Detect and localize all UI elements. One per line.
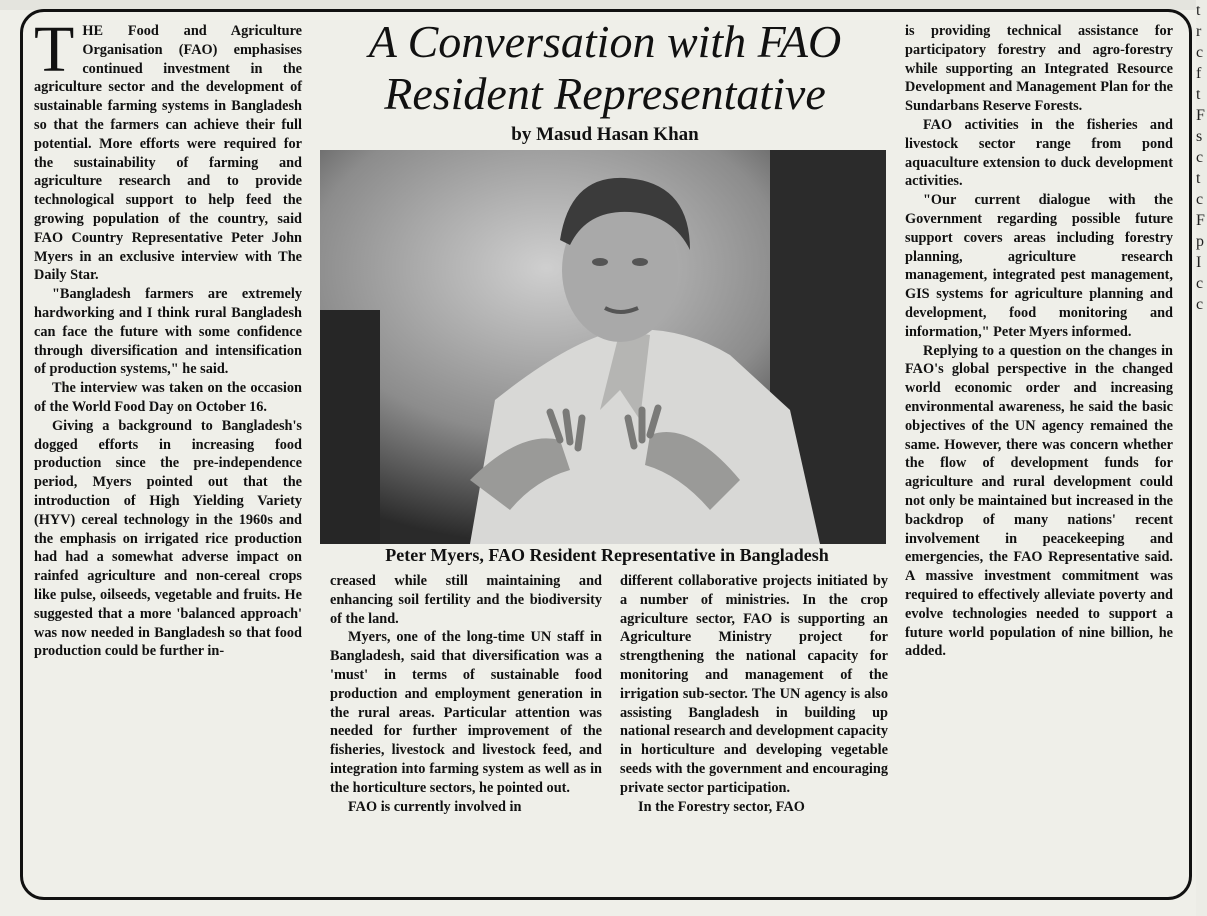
headline-line-2: Resident Representative	[384, 68, 826, 119]
photo-caption: Peter Myers, FAO Resident Representative in Bangladesh	[385, 545, 829, 565]
photo-illustration	[320, 150, 886, 544]
paragraph: Myers, one of the long-time UN staff in Bangladesh, said that diversification was a 'must' in terms of sustainable food production and employment generation in the rural areas. Particular attention was needed for further improvement of the fisheries, livestock and livestock feed, and integration into farming system as well as in the horticulture sectors, he pointed out.	[330, 629, 602, 796]
article-column-2	[330, 572, 602, 816]
paragraph: The interview was taken on the occasion of the World Food Day on October 16.	[34, 380, 302, 415]
paragraph: creased while still maintaining and enhancing soil fertility and the biodiversity of the land.	[330, 573, 602, 627]
paragraph: "Our current dialogue with the Government regarding possible future support covers areas including forestry planning, agriculture research management, integrated pest management, GIS systems for agriculture planning and development, food monitoring and information," Peter Myers informed.	[905, 192, 1173, 340]
paragraph: HE Food and Agriculture Organisation (FAO) emphasises continued investment in the agriculture sector and the development of sustainable farming systems in Bangladesh so that the farmers can achieve their full potential. More efforts were required for the sustainability of farming and agriculture research and to provide technological support to help feed the growing population of the country, said FAO Country Representative Peter John Myers in an exclusive interview with The Daily Star.	[34, 23, 302, 284]
article-column-3	[620, 572, 888, 816]
headline-line-1: A Conversation with FAO	[368, 16, 842, 67]
byline: by Masud Hasan Khan	[511, 124, 699, 145]
article-column-1	[34, 13, 302, 661]
paragraph: "Bangladesh farmers are extremely hardworking and I think rural Bangladesh can face the future with some confidence through diversification and intensification of production systems," he said.	[34, 286, 302, 378]
headline	[318, 16, 892, 120]
paragraph: FAO is currently involved in	[348, 798, 522, 815]
article-column-4	[905, 22, 1173, 661]
paragraph: FAO activities in the fisheries and livestock sector range from pond aquaculture extension to duck development activities.	[905, 116, 1173, 190]
paragraph: Replying to a question on the changes in FAO's global perspective in the changed world economic order and increasing environmental awareness, he said the basic objectives of the UN agency remained the same. However, there was concern whether the flow of development funds for agriculture and rural development could not only be maintained but increased in the backdrop of many nations' recent involvement in peacekeeping and emergencies, the FAO Representative said. A massive investment commitment was required to effectively alleviate poverty and evolve technologies needed to support a future world population of nine billion, he added.	[905, 342, 1173, 660]
drop-cap: T	[34, 13, 75, 86]
portrait-photo	[320, 150, 886, 544]
adjacent-column-fragment: t r c f t F s c t c F p I c c	[1196, 0, 1207, 916]
paragraph: is providing technical assistance for participatory forestry and agro-forestry while supporting an Integrated Resource Development and Management Plan for the Sundarbans Reserve Forests.	[905, 23, 1173, 115]
paragraph: different collaborative projects initiated by a number of ministries. In the crop agriculture sector, FAO is supporting an Agriculture Ministry project for strengthening the national capacity for monitoring and management of the irrigation sub-sector. The UN agency is also assisting Bangladesh in building up national research and development capacity in horticulture and developing vegetable seeds with the government and encouraging private sector participation.	[620, 573, 888, 796]
paragraph: In the Forestry sector, FAO	[638, 798, 805, 815]
paragraph: Giving a background to Bangladesh's dogged efforts in increasing food production since the pre-independence period, Myers pointed out that the introduction of High Yielding Variety (HYV) cereal technology in the 1960s and the emphasis on irrigated rice production had had a somewhat adverse impact on rainfed agriculture and non-cereal crops like pulse, oilseeds, vegetable and fruits. He suggested that a more 'balanced approach' was now needed in Bangladesh so that food production could be further in-	[34, 417, 302, 660]
